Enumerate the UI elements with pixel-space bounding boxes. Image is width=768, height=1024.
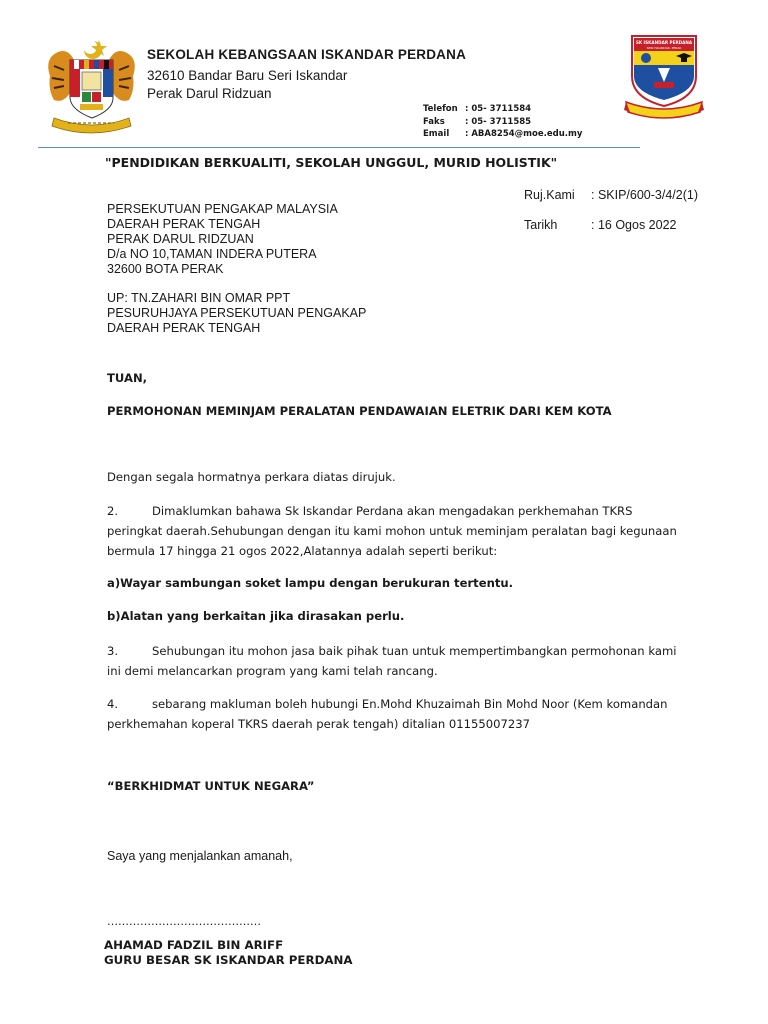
paragraph-4 bbox=[107, 694, 687, 734]
paragraph-text: Dimaklumkan bahawa Sk Iskandar Perdana akan mengadakan perkhemahan TKRS peringkat daerah.Sehubungan dengan itu kami mohon untuk meminjam peralatan bagi kegunaan bermula 17 hingga 21 ogos 2022,Alatannya adalah seperti berikut: bbox=[107, 504, 677, 558]
date-value: : 16 Ogos 2022 bbox=[591, 218, 677, 232]
attention-line: PESURUHJAYA PERSEKUTUAN PENGAKAP bbox=[107, 306, 367, 320]
paragraph-text: sebarang makluman boleh hubungi En.Mohd Khuzaimah Bin Mohd Noor (Kem komandan perkhemahan koperal TKRS daerah perak tengah) ditalian 01155007237 bbox=[107, 697, 668, 731]
paragraph-number: 2. bbox=[107, 504, 119, 518]
svg-text:SK ISKANDAR PERDANA: SK ISKANDAR PERDANA bbox=[635, 40, 693, 45]
recipient-attention bbox=[107, 291, 366, 336]
contact-label: Faks bbox=[423, 117, 445, 127]
contact-label: Telefon bbox=[423, 104, 458, 114]
recipient-line: D/a NO 10,TAMAN INDERA PUTERA bbox=[107, 247, 317, 261]
address-line-1: 32610 Bandar Baru Seri Iskandar bbox=[147, 68, 348, 83]
contact-value: : 05- 3711585 bbox=[465, 117, 532, 127]
contact-value: : 05- 3711584 bbox=[465, 104, 532, 114]
closing-trust-line: Saya yang menjalankan amanah, bbox=[107, 849, 293, 863]
letter-subject: PERMOHONAN MEMINJAM PERALATAN PENDAWAIAN ELETRIK DARI KEM KOTA bbox=[107, 404, 612, 418]
paragraph-number: 4. bbox=[107, 697, 119, 711]
paragraph-number: 3. bbox=[107, 644, 119, 658]
signer-name: AHAMAD FADZIL BIN ARIFF bbox=[104, 938, 284, 952]
recipient-address bbox=[107, 202, 338, 277]
school-crest-icon bbox=[624, 32, 704, 122]
contact-telefon bbox=[423, 104, 531, 114]
paragraph-2 bbox=[107, 501, 687, 561]
attention-line: UP: TN.ZAHARI BIN OMAR PPT bbox=[107, 291, 291, 305]
paragraph-3 bbox=[107, 641, 687, 681]
contact-faks bbox=[423, 117, 531, 127]
header-divider bbox=[38, 147, 640, 148]
paragraph-text: Sehubungan itu mohon jasa baik pihak tuan untuk mempertimbangkan permohonan kami ini demi melancarkan program yang kami telah rancang. bbox=[107, 644, 677, 678]
recipient-line: 32600 BOTA PERAK bbox=[107, 262, 224, 276]
recipient-line: PERAK DARUL RIDZUAN bbox=[107, 232, 254, 246]
date-label: Tarikh bbox=[524, 218, 558, 232]
list-item-a: a)Wayar sambungan soket lampu dengan berukuran tertentu. bbox=[107, 576, 514, 590]
signer-title: GURU BESAR SK ISKANDAR PERDANA bbox=[104, 953, 353, 967]
malaysia-coat-of-arms-icon bbox=[44, 36, 139, 134]
closing-slogan: “BERKHIDMAT UNTUK NEGARA” bbox=[107, 779, 315, 793]
address-line-2: Perak Darul Ridzuan bbox=[147, 86, 272, 101]
school-name: SEKOLAH KEBANGSAAN ISKANDAR PERDANA bbox=[147, 47, 467, 62]
school-motto: "PENDIDIKAN BERKUALITI, SEKOLAH UNGGUL, MURID HOLISTIK" bbox=[105, 155, 558, 170]
recipient-line: PERSEKUTUAN PENGAKAP MALAYSIA bbox=[107, 202, 338, 216]
contact-label: Email bbox=[423, 129, 450, 139]
list-item-b: b)Alatan yang berkaitan jika dirasakan perlu. bbox=[107, 609, 405, 623]
svg-text:SERI ISKANDAR, PERAK: SERI ISKANDAR, PERAK bbox=[646, 46, 682, 50]
contact-value: : ABA8254@moe.edu.my bbox=[465, 129, 583, 139]
ruj-label: Ruj.Kami bbox=[524, 188, 575, 202]
attention-line: DAERAH PERAK TENGAH bbox=[107, 321, 261, 335]
contact-email bbox=[423, 129, 582, 139]
salutation: TUAN, bbox=[107, 371, 148, 385]
opening-sentence: Dengan segala hormatnya perkara diatas dirujuk. bbox=[107, 470, 396, 484]
ruj-value: : SKIP/600-3/4/2(1) bbox=[591, 188, 699, 202]
signature-line: …………………………………… bbox=[107, 915, 261, 928]
recipient-line: DAERAH PERAK TENGAH bbox=[107, 217, 261, 231]
